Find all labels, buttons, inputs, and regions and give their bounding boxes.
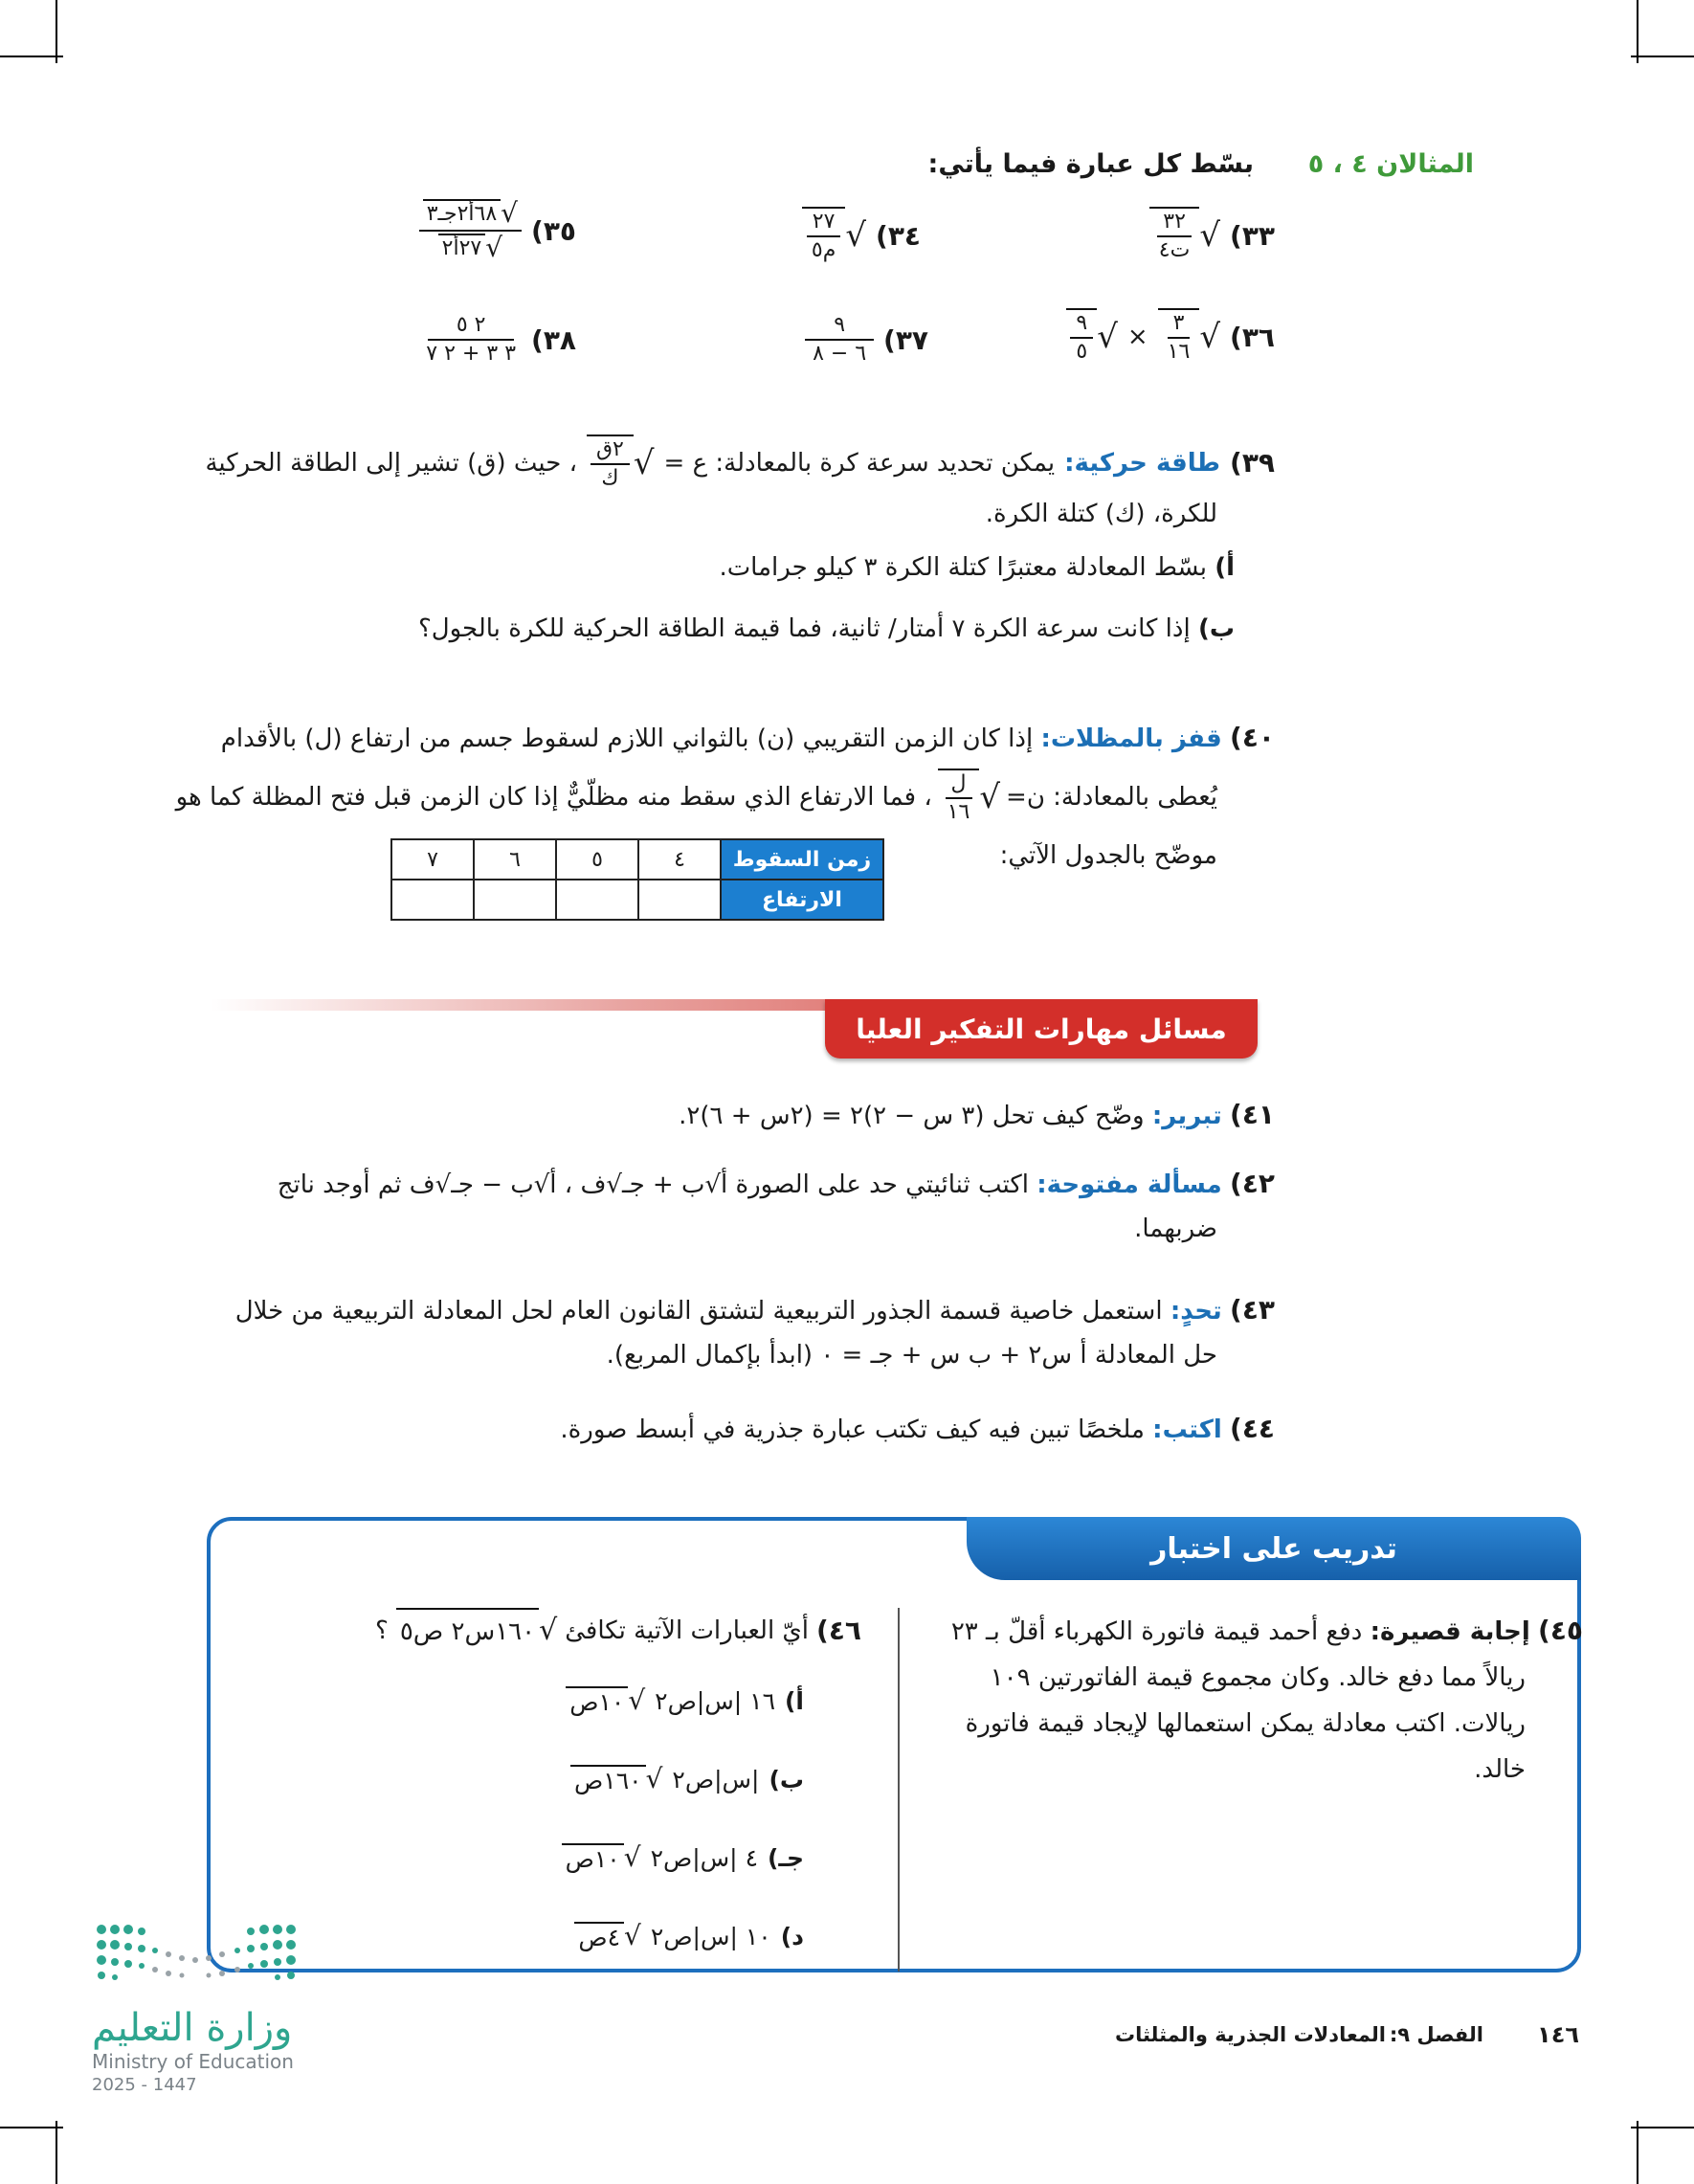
question-number: ٤١) bbox=[1230, 1099, 1275, 1130]
denominator: ٣ ٣ + ٢ ٧ bbox=[426, 342, 517, 366]
question-number: ٤٢) bbox=[1230, 1168, 1275, 1199]
choice-coefficient: ١٦ |س|ص٢ bbox=[655, 1686, 775, 1715]
chapter-title: المعادلات الجذرية والمثلثات bbox=[1114, 2023, 1386, 2046]
test-practice-title: تدريب على اختبار bbox=[967, 1517, 1581, 1580]
table-cell: ٦ bbox=[474, 839, 556, 880]
radicand: ١٦٠س٢ ص٥ bbox=[396, 1608, 539, 1654]
question-number: ٤٠) bbox=[1230, 722, 1275, 753]
question-text: يُعطى بالمعادلة: ن= bbox=[1006, 783, 1217, 812]
question-46 bbox=[375, 1608, 861, 1654]
crop-mark bbox=[1637, 2121, 1638, 2184]
radical: √ $\frac{٣}{١٦}$ bbox=[1158, 308, 1220, 366]
choice-coefficient: |س|ص٢ bbox=[672, 1765, 760, 1794]
radicand: ١٠ص bbox=[566, 1686, 628, 1716]
crop-mark bbox=[1631, 2127, 1694, 2128]
question-text: للكرة، (ك) كتلة الكرة. bbox=[985, 500, 1217, 528]
denominator: ١٦ bbox=[1167, 340, 1191, 364]
section-title: مسائل مهارات التفكير العليا bbox=[825, 999, 1258, 1059]
table-header: زمن السقوط bbox=[721, 839, 883, 880]
question-label: تحدٍ: bbox=[1170, 1297, 1222, 1326]
part-text: إذا كانت سرعة الكرة ٧ أمتار/ ثانية، فما قيمة الطاقة الحركية للكرة بالجول؟ bbox=[417, 614, 1191, 643]
question-text: إذا كان الزمن التقريبي (ن) بالثواني اللازم لسقوط جسم من ارتفاع (ل) بالأقدام bbox=[220, 724, 1034, 753]
radical: √ $\frac{٩}{٥}$ bbox=[1066, 308, 1118, 366]
numerator: ٦٨أ٢جـ٣ bbox=[423, 199, 501, 228]
exercise-number: ٣٦) bbox=[1230, 321, 1275, 353]
part-text: بسّط المعادلة معتبرًا كتلة الكرة ٣ كيلو جرامات. bbox=[719, 553, 1207, 582]
column-divider bbox=[898, 1608, 900, 1972]
part-label: أ) bbox=[1215, 553, 1235, 582]
question-43 bbox=[222, 1288, 1275, 1377]
table-cell bbox=[391, 880, 474, 920]
question-label: إجابة قصيرة: bbox=[1370, 1617, 1530, 1646]
choice-label: أ) bbox=[785, 1686, 804, 1715]
radical: √ ١٦٠ص bbox=[570, 1763, 662, 1795]
table-cell: ٧ bbox=[391, 839, 474, 880]
crop-mark bbox=[56, 2121, 57, 2184]
question-label: اكتب: bbox=[1152, 1415, 1222, 1444]
radicand: ١٦٠ص bbox=[570, 1765, 646, 1794]
part-label: ب) bbox=[1197, 614, 1235, 643]
question-44 bbox=[560, 1407, 1275, 1452]
denominator: ٢٧أ٢ bbox=[438, 234, 486, 262]
radical: √ ٤ص bbox=[574, 1920, 641, 1952]
crop-mark bbox=[56, 0, 57, 63]
choice-c[interactable] bbox=[562, 1841, 804, 1874]
fall-table bbox=[390, 838, 884, 921]
radical: √ $\frac{٣٢}{\text{ت٤}}$ bbox=[1149, 207, 1220, 264]
chapter-label: الفصل ٩: bbox=[1389, 2023, 1483, 2046]
question-text: ، حيث (ق) تشير إلى الطاقة الحركية bbox=[205, 449, 577, 478]
denominator: ٦ − ٨ bbox=[813, 342, 867, 366]
question-39-b bbox=[418, 607, 1235, 651]
choice-label: د) bbox=[780, 1922, 804, 1950]
question-number: ٤٣) bbox=[1230, 1294, 1275, 1326]
crop-mark bbox=[0, 2127, 63, 2128]
radical: √ ١٦٠س٢ ص٥ bbox=[396, 1608, 557, 1654]
numerator: ٩ bbox=[805, 312, 874, 341]
choice-coefficient: ٤ |س|ص٢ bbox=[650, 1843, 758, 1872]
question-text: استعمل خاصية قسمة الجذور التربيعية لتشتق القانون العام لحل المعادلة التربيعية من خلال bbox=[234, 1297, 1163, 1326]
radical: √ $\frac{\text{٢ق}}{\text{ك}}$ bbox=[587, 435, 655, 492]
question-number: ٤٦) bbox=[816, 1615, 861, 1646]
numerator: ٢ق bbox=[591, 436, 630, 465]
numerator: ٩ bbox=[1070, 310, 1093, 339]
choice-coefficient: ١٠ |س|ص٢ bbox=[650, 1922, 771, 1950]
radicand: ١٠ص bbox=[562, 1843, 624, 1873]
numerator: ٢٧ bbox=[807, 209, 841, 237]
question-text: دفع أحمد قيمة فاتورة الكهرباء أقلّ بـ ٢٣ bbox=[950, 1617, 1363, 1646]
question-text: يمكن تحديد سرعة كرة بالمعادلة: ع = bbox=[663, 449, 1056, 478]
exercise-number: ٣٥) bbox=[531, 214, 576, 247]
examples-reference: المثالان ٤ ، ٥ bbox=[1307, 149, 1474, 179]
question-number: ٣٩) bbox=[1230, 447, 1275, 479]
exercise-number: ٣٣) bbox=[1230, 219, 1275, 252]
instruction: بسّط كل عبارة فيما يأتي: bbox=[927, 149, 1254, 179]
question-41 bbox=[679, 1093, 1275, 1138]
choice-b[interactable] bbox=[570, 1763, 804, 1795]
exercise-number: ٣٨) bbox=[531, 323, 576, 356]
question-39-a bbox=[719, 546, 1235, 590]
numerator: ٢ ٥ bbox=[428, 312, 515, 341]
exercise-number: ٣٧) bbox=[883, 323, 928, 356]
question-label: مسألة مفتوحة: bbox=[1036, 1170, 1222, 1199]
radicand: ٤ص bbox=[574, 1922, 624, 1951]
table-header: الارتفاع bbox=[721, 880, 883, 920]
denominator: ١٦ bbox=[947, 800, 970, 824]
table-cell bbox=[556, 880, 638, 920]
exercise-35 bbox=[419, 197, 576, 264]
question-text: ريالات. اكتب معادلة يمكن استعمالها لإيجاد قيمة فاتورة bbox=[965, 1709, 1526, 1738]
table-cell: ٤ bbox=[638, 839, 721, 880]
table-cell bbox=[638, 880, 721, 920]
radical: √ $\frac{٢٧}{\text{م٥}}$ bbox=[802, 207, 866, 264]
question-text: اكتب ثنائيتي حد على الصورة أ√ب + جـ√ف ، أ√ب − جـ√ف ثم أوجد ناتج bbox=[277, 1170, 1029, 1199]
exercise-36 bbox=[1066, 308, 1275, 366]
question-label: تبرير: bbox=[1151, 1102, 1222, 1130]
crop-mark bbox=[1631, 56, 1694, 57]
ministry-name-english: Ministry of Education bbox=[92, 2050, 294, 2073]
question-number: ٤٥) bbox=[1538, 1615, 1583, 1646]
question-text: ضربهما. bbox=[1134, 1215, 1217, 1243]
exercise-33 bbox=[1149, 207, 1275, 264]
exercise-37 bbox=[805, 312, 928, 368]
times-sign: × bbox=[1126, 323, 1148, 351]
choice-a[interactable] bbox=[566, 1684, 804, 1717]
table-row bbox=[391, 839, 883, 880]
radical: √ ١٠ص bbox=[566, 1684, 645, 1717]
numerator: ٣٢ bbox=[1157, 209, 1192, 237]
crop-mark bbox=[0, 56, 63, 57]
question-text: خالد. bbox=[1474, 1755, 1526, 1784]
question-39 bbox=[205, 435, 1275, 536]
question-text: حل المعادلة أ س٢ + ب س + جـ = ٠ (ابدأ بإكمال المربع). bbox=[606, 1341, 1217, 1370]
question-42 bbox=[222, 1162, 1275, 1251]
question-text: ملخصًا تبين فيه كيف تكتب عبارة جذرية في أبسط صورة. bbox=[560, 1415, 1145, 1444]
fraction bbox=[420, 312, 522, 368]
choice-label: جـ) bbox=[768, 1843, 804, 1872]
radical: √ ١٠ص bbox=[562, 1841, 641, 1874]
year: 2025 - 1447 bbox=[92, 2075, 197, 2095]
question-text: ريالاً مما دفع خالد. وكان مجموع قيمة الفاتورتين ١٠٩ bbox=[990, 1663, 1526, 1692]
question-label: قفز بالمظلات: bbox=[1040, 724, 1222, 753]
table-cell: ٥ bbox=[556, 839, 638, 880]
exercise-34 bbox=[802, 207, 921, 264]
numerator: ٣ bbox=[1168, 310, 1191, 339]
ministry-logo-icon bbox=[92, 1920, 302, 2006]
table-cell bbox=[474, 880, 556, 920]
ministry-name-arabic: وزارة التعليم bbox=[92, 2006, 293, 2050]
denominator: م٥ bbox=[811, 238, 836, 262]
question-number: ٤٤) bbox=[1230, 1413, 1275, 1444]
question-mark: ؟ bbox=[375, 1616, 389, 1645]
denominator: ت٤ bbox=[1158, 238, 1191, 262]
choice-d[interactable] bbox=[574, 1920, 804, 1952]
numerator: ل bbox=[946, 770, 972, 799]
exercise-38 bbox=[420, 312, 576, 368]
question-text: ، فما الارتفاع الذي سقط منه مظلّيٌّ إذا كان الزمن قبل فتح المظلة كما هو bbox=[175, 783, 932, 812]
question-45 bbox=[923, 1608, 1583, 1793]
denominator: ك bbox=[601, 466, 619, 490]
fraction: √ ٦٨أ٢جـ٣ √ ٢٧أ٢ bbox=[419, 197, 522, 264]
question-text: أيّ العبارات الآتية تكافئ bbox=[565, 1616, 810, 1645]
fraction bbox=[805, 312, 874, 368]
crop-mark bbox=[1637, 0, 1638, 63]
exercise-number: ٣٤) bbox=[876, 219, 921, 252]
question-text: موضّح بالجدول الآتي: bbox=[999, 841, 1217, 870]
question-text: وضّح كيف تحل (٣ س − ٢)٢ = (٢س + ٦)٢. bbox=[679, 1102, 1145, 1130]
choice-label: ب) bbox=[769, 1765, 804, 1794]
page-number: ١٤٦ bbox=[1537, 2021, 1579, 2048]
table-row bbox=[391, 880, 883, 920]
radical: √ $\frac{\text{ل}}{١٦}$ bbox=[938, 769, 1000, 826]
question-label: طاقة حركية: bbox=[1064, 449, 1221, 478]
denominator: ٥ bbox=[1076, 340, 1088, 364]
